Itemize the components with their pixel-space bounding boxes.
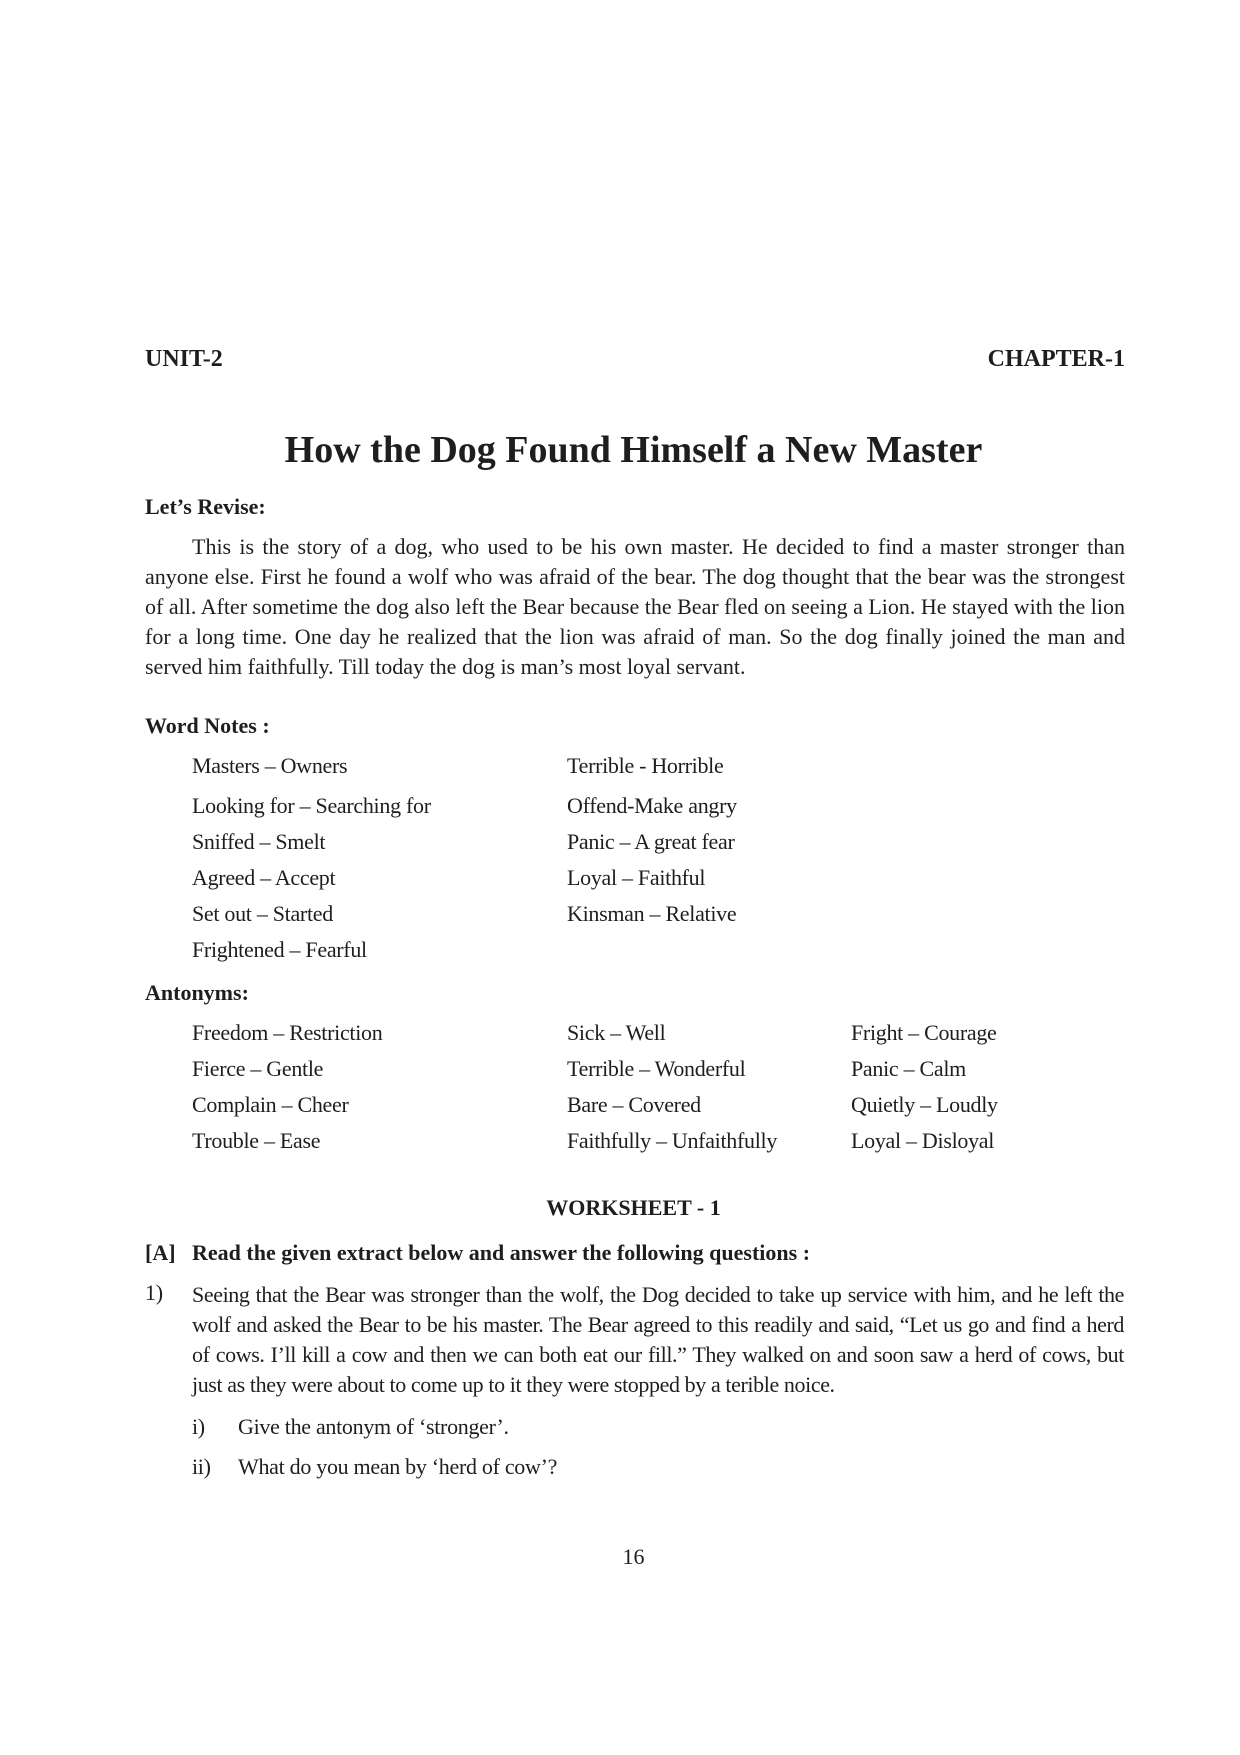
word-note-item: Agreed – Accept: [192, 865, 336, 890]
word-note-item: Set out – Started: [192, 901, 333, 926]
antonym-item: Faithfully – Unfaithfully: [567, 1128, 778, 1153]
section-instruction: Read the given extract below and answer the following questions :: [192, 1240, 811, 1265]
word-note-item: Kinsman – Relative: [567, 901, 737, 926]
antonym-item: Fright – Courage: [851, 1020, 997, 1045]
page-title: How the Dog Found Himself a New Master: [284, 429, 983, 471]
sub-question-label: ii): [192, 1454, 211, 1479]
word-note-item: Loyal – Faithful: [567, 865, 706, 890]
revise-paragraph: This is the story of a dog, who used to be his own master. He decided to find a master stronger than anyone else. First he found a wolf who was afraid of the bear. The dog thought that the bear was the strongest of all. After sometime the dog also left the Bear because the Bear fled on seeing a Lion. He stayed with the lion for a long time. One day he realized that the lion was afraid of man. So the dog finally joined the man and served him faithfully. Till today the dog is man’s most loyal servant.: [145, 534, 1125, 679]
sub-question-label: i): [192, 1414, 205, 1439]
revise-heading: Let’s Revise:: [145, 494, 266, 519]
word-note-item: Masters – Owners: [192, 753, 348, 778]
worksheet-title: WORKSHEET - 1: [546, 1195, 721, 1220]
antonym-item: Loyal – Disloyal: [851, 1128, 995, 1153]
antonym-item: Quietly – Loudly: [851, 1092, 998, 1117]
word-note-item: Offend-Make angry: [567, 793, 737, 818]
sub-question-text: Give the antonym of ‘stronger’.: [238, 1414, 509, 1439]
unit-label: UNIT-2: [145, 346, 223, 372]
word-notes-heading: Word Notes :: [145, 713, 270, 738]
antonym-item: Trouble – Ease: [192, 1128, 321, 1153]
question-number: 1): [145, 1280, 163, 1305]
word-note-item: Terrible - Horrible: [567, 753, 724, 778]
antonym-item: Fierce – Gentle: [192, 1056, 324, 1081]
antonym-item: Sick – Well: [567, 1020, 666, 1045]
antonyms-heading: Antonyms:: [145, 980, 249, 1005]
word-note-item: Panic – A great fear: [567, 829, 735, 854]
antonym-item: Panic – Calm: [851, 1056, 966, 1081]
antonym-item: Terrible – Wonderful: [567, 1056, 746, 1081]
page-number: 16: [622, 1544, 645, 1569]
antonym-item: Complain – Cheer: [192, 1092, 349, 1117]
word-note-item: Frightened – Fearful: [192, 937, 367, 962]
antonym-item: Bare – Covered: [567, 1092, 701, 1117]
word-note-item: Sniffed – Smelt: [192, 829, 326, 854]
antonym-item: Freedom – Restriction: [192, 1020, 383, 1045]
word-note-item: Looking for – Searching for: [192, 793, 431, 818]
chapter-label: CHAPTER-1: [987, 346, 1125, 372]
section-label: [A]: [145, 1240, 176, 1265]
question-extract: Seeing that the Bear was stronger than the wolf, the Dog decided to take up service with him, and he left the wolf and asked the Bear to be his master. The Bear agreed to this readily and said, “Let us go and find a herd of cows. I’ll kill a cow and then we can both eat our fill.” They walked on and soon saw a herd of cows, but just as they were about to come up to it they were stopped by a terible noice.: [192, 1282, 1124, 1397]
sub-question-text: What do you mean by ‘herd of cow’?: [238, 1454, 558, 1479]
